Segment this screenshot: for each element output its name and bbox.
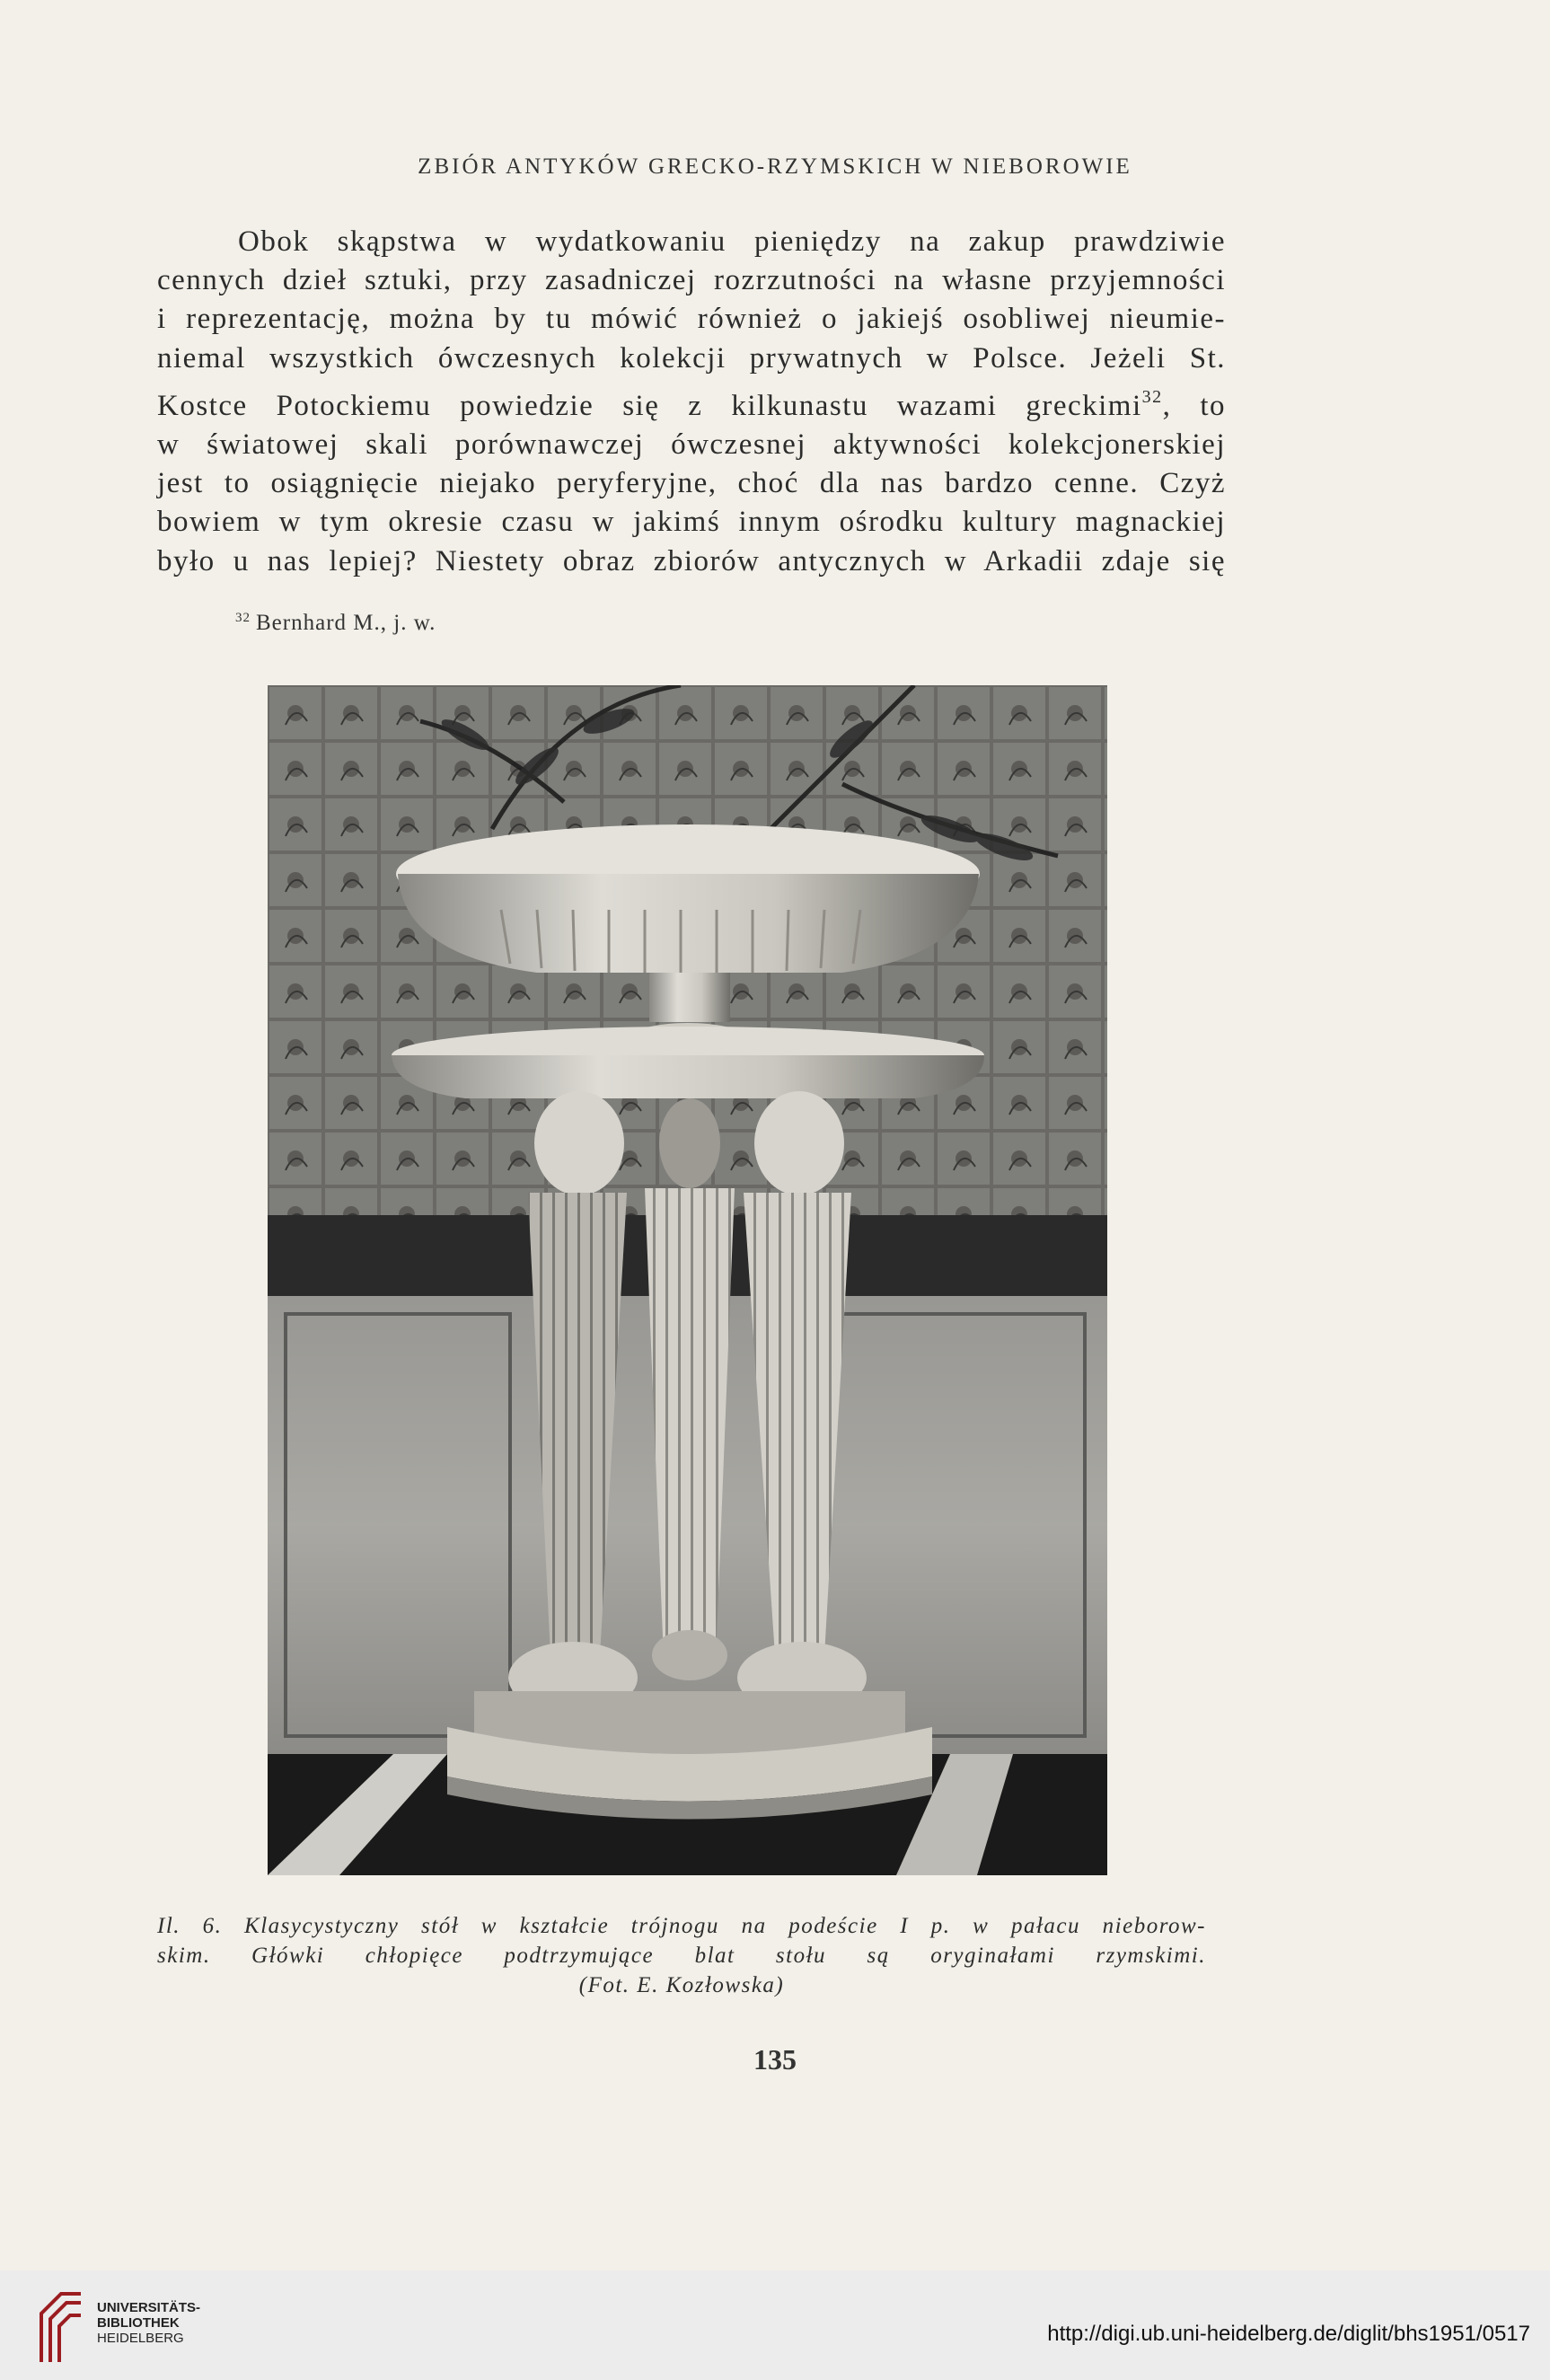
library-logo-icon[interactable]: [34, 2287, 88, 2364]
body-line: w światowej skali porównawczej ówczesnej aktywności kolekcjonerskiej: [157, 428, 1226, 462]
footnote-text: Bernhard M., j. w.: [256, 611, 436, 635]
library-name-line: HEIDELBERG: [97, 2331, 184, 2346]
body-line-tail: , to: [1162, 389, 1226, 422]
body-line-with-ref: [157, 378, 1226, 426]
footnote-reference[interactable]: 32: [1141, 386, 1163, 407]
figure-caption: [157, 1911, 1206, 2000]
body-line: cennych dzieł sztuki, przy zasadniczej rozrzutności na własne przyjemności: [157, 264, 1226, 297]
body-line-text: Kostce Potockiemu powiedzie się z kilkunastu wazami greckimi: [157, 389, 1142, 422]
page-number: 135: [753, 2043, 797, 2076]
caption-line: Il. 6. Klasycystyczny stół w kształcie trójnogu na podeście I p. w pałacu nieborow-: [157, 1914, 1206, 1938]
body-line: jest to osiągnięcie niejako peryferyjne, choć dla nas bardzo cenne. Czyż: [157, 467, 1226, 500]
body-paragraph: [157, 223, 1226, 581]
caption-line: skim. Główki chłopięce podtrzymujące blat stołu są oryginałami rzymskimi.: [157, 1944, 1206, 1968]
body-line: było u nas lepiej? Niestety obraz zbiorów antycznych w Arkadii zdaje się: [157, 544, 1226, 577]
running-title: ZBIÓR ANTYKÓW GRECKO-RZYMSKICH W NIEBOROWIE: [418, 154, 1132, 179]
body-line: niemal wszystkich ówczesnych kolekcji prywatnych w Polsce. Jeżeli St.: [157, 341, 1226, 375]
source-url-link[interactable]: http://digi.ub.uni-heidelberg.de/diglit/bhs1951/0517: [1047, 2322, 1530, 2346]
photo-credit: (Fot. E. Kozłowska): [578, 1973, 785, 1997]
photograph-tripod-table: [268, 685, 1107, 1875]
photo-illustration: [268, 685, 1107, 1875]
library-name: [97, 2300, 200, 2346]
body-line: bowiem w tym okresie czasu w jakimś innym ośrodku kultury magnackiej: [157, 506, 1226, 539]
library-name-line: BIBLIOTHEK: [97, 2315, 180, 2331]
footnote: [235, 611, 436, 636]
library-name-line: UNIVERSITÄTS-: [97, 2300, 201, 2315]
footnote-number: 32: [235, 611, 251, 625]
body-line: Obok skąpstwa w wydatkowaniu pieniędzy na zakup prawdziwie: [238, 225, 1226, 258]
body-line: i reprezentację, można by tu mówić również o jakiejś osobliwej nieumie-: [157, 303, 1226, 336]
